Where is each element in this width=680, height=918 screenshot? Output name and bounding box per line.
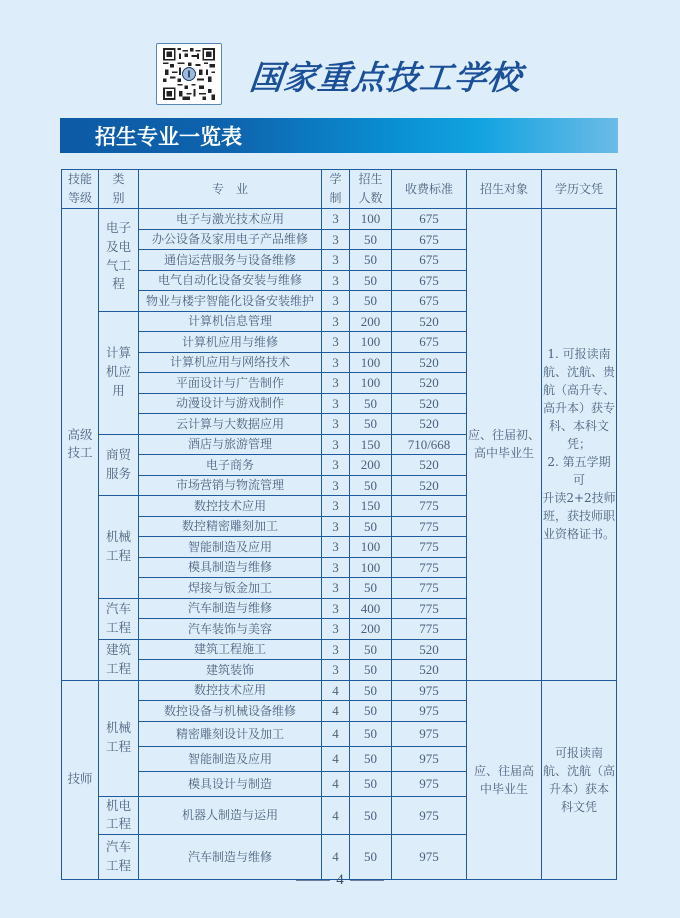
enrollment-cell: 50: [350, 639, 392, 660]
major-cell: 计算机信息管理: [139, 311, 322, 332]
enrollment-cell: 50: [350, 475, 392, 496]
enrollment-cell: 50: [350, 229, 392, 250]
fee-cell: 520: [392, 660, 467, 681]
enrollment-cell: 50: [350, 771, 392, 796]
duration-cell: 3: [322, 496, 350, 517]
fee-cell: 775: [392, 578, 467, 599]
credential-cell: 1. 可报读南 航、沈航、贵 航（高升专、 高升本）获专 科、本科文 凭； 2. 第五学期可 升读2+2技师 班，获技师职 业资格证书。: [542, 209, 617, 681]
col-header-major: 专 业: [139, 170, 322, 209]
enrollment-cell: 100: [350, 537, 392, 558]
category-cell: 建筑 工程: [99, 639, 139, 680]
enrollment-cell: 100: [350, 557, 392, 578]
major-cell: 汽车装饰与美容: [139, 619, 322, 640]
enrollment-cell: 50: [350, 291, 392, 312]
category-cell: 电子 及电 气工 程: [99, 209, 139, 312]
category-cell: 汽车 工程: [99, 598, 139, 639]
major-cell: 云计算与大数据应用: [139, 414, 322, 435]
duration-cell: 4: [322, 721, 350, 746]
fee-cell: 520: [392, 311, 467, 332]
duration-cell: 3: [322, 475, 350, 496]
category-cell: 机械 工程: [99, 680, 139, 796]
fee-cell: 775: [392, 598, 467, 619]
major-cell: 精密雕刻设计及加工: [139, 721, 322, 746]
major-cell: 数控设备与机械设备维修: [139, 701, 322, 722]
enrollment-cell: 50: [350, 701, 392, 722]
skill-level-cell: 高级 技工: [62, 209, 99, 681]
duration-cell: 3: [322, 619, 350, 640]
major-cell: 计算机应用与维修: [139, 332, 322, 353]
enrollment-cell: 150: [350, 434, 392, 455]
major-cell: 智能制造及应用: [139, 746, 322, 771]
enrollment-cell: 50: [350, 578, 392, 599]
duration-cell: 3: [322, 557, 350, 578]
enrollment-cell: 200: [350, 311, 392, 332]
major-cell: 酒店与旅游管理: [139, 434, 322, 455]
duration-cell: 3: [322, 291, 350, 312]
duration-cell: 4: [322, 680, 350, 701]
duration-cell: 3: [322, 455, 350, 476]
major-cell: 电子与激光技术应用: [139, 209, 322, 230]
duration-cell: 3: [322, 352, 350, 373]
fee-cell: 975: [392, 796, 467, 835]
credential-cell: 可报读南 航、沈航（高 升本）获本 科文凭: [542, 680, 617, 880]
enrollment-cell: 50: [350, 250, 392, 271]
major-cell: 建筑装饰: [139, 660, 322, 681]
fee-cell: 975: [392, 771, 467, 796]
duration-cell: 3: [322, 537, 350, 558]
col-header-category: 类 别: [99, 170, 139, 209]
col-header-level: 技能 等级: [62, 170, 99, 209]
enrollment-cell: 50: [350, 796, 392, 835]
duration-cell: 3: [322, 660, 350, 681]
duration-cell: 3: [322, 209, 350, 230]
major-cell: 模具制造与维修: [139, 557, 322, 578]
fee-cell: 775: [392, 557, 467, 578]
major-cell: 焊接与钣金加工: [139, 578, 322, 599]
enrollment-cell: 50: [350, 680, 392, 701]
majors-table: [61, 169, 617, 880]
major-cell: 电气自动化设备安装与维修: [139, 270, 322, 291]
category-cell: 机械 工程: [99, 496, 139, 599]
banner-title: 招生专业一览表: [95, 125, 242, 149]
fee-cell: 775: [392, 516, 467, 537]
duration-cell: 3: [322, 516, 350, 537]
enrollment-cell: 50: [350, 393, 392, 414]
footer-rule-left: [296, 880, 330, 881]
table-row: [62, 209, 617, 230]
major-cell: 计算机应用与网络技术: [139, 352, 322, 373]
duration-cell: 3: [322, 639, 350, 660]
enrollment-cell: 100: [350, 373, 392, 394]
enrollment-cell: 100: [350, 209, 392, 230]
duration-cell: 4: [322, 701, 350, 722]
fee-cell: 775: [392, 537, 467, 558]
category-cell: 机电 工程: [99, 796, 139, 835]
enrollment-cell: 100: [350, 352, 392, 373]
major-cell: 数控精密雕刻加工: [139, 516, 322, 537]
fee-cell: 520: [392, 639, 467, 660]
target-students-cell: 应、往届初、 高中毕业生: [467, 209, 542, 681]
duration-cell: 3: [322, 311, 350, 332]
page-footer: [0, 872, 680, 889]
fee-cell: 520: [392, 393, 467, 414]
col-header-fee: 收费标准: [392, 170, 467, 209]
fee-cell: 975: [392, 746, 467, 771]
fee-cell: 775: [392, 496, 467, 517]
enrollment-cell: 50: [350, 660, 392, 681]
duration-cell: 3: [322, 598, 350, 619]
qr-code-pattern: [161, 48, 217, 100]
enrollment-cell: 50: [350, 516, 392, 537]
category-cell: 计算 机应 用: [99, 311, 139, 434]
major-cell: 办公设备及家用电子产品维修: [139, 229, 322, 250]
enrollment-cell: 50: [350, 721, 392, 746]
enrollment-cell: 50: [350, 835, 392, 880]
enrollment-cell: 50: [350, 270, 392, 291]
page-number: 4: [336, 872, 344, 888]
enrollment-cell: 200: [350, 455, 392, 476]
duration-cell: 3: [322, 332, 350, 353]
category-cell: 汽车 工程: [99, 835, 139, 880]
major-cell: 电子商务: [139, 455, 322, 476]
duration-cell: 3: [322, 250, 350, 271]
section-banner: [60, 118, 618, 153]
duration-cell: 3: [322, 414, 350, 435]
qr-code-icon: [156, 43, 222, 105]
major-cell: 模具设计与制造: [139, 771, 322, 796]
major-cell: 动漫设计与游戏制作: [139, 393, 322, 414]
table-row: [62, 680, 617, 701]
col-header-target: 招生对象: [467, 170, 542, 209]
fee-cell: 675: [392, 332, 467, 353]
fee-cell: 675: [392, 229, 467, 250]
fee-cell: 675: [392, 209, 467, 230]
duration-cell: 3: [322, 270, 350, 291]
fee-cell: 520: [392, 352, 467, 373]
fee-cell: 710/668: [392, 434, 467, 455]
enrollment-cell: 50: [350, 414, 392, 435]
major-cell: 数控技术应用: [139, 680, 322, 701]
enrollment-cell: 200: [350, 619, 392, 640]
duration-cell: 3: [322, 373, 350, 394]
duration-cell: 3: [322, 578, 350, 599]
major-cell: 汽车制造与维修: [139, 598, 322, 619]
duration-cell: 3: [322, 434, 350, 455]
duration-cell: 4: [322, 796, 350, 835]
major-cell: 智能制造及应用: [139, 537, 322, 558]
col-header-duration: 学 制: [322, 170, 350, 209]
fee-cell: 520: [392, 475, 467, 496]
fee-cell: 520: [392, 455, 467, 476]
duration-cell: 4: [322, 746, 350, 771]
fee-cell: 675: [392, 270, 467, 291]
duration-cell: 3: [322, 393, 350, 414]
fee-cell: 675: [392, 250, 467, 271]
major-cell: 通信运营服务与设备维修: [139, 250, 322, 271]
major-cell: 平面设计与广告制作: [139, 373, 322, 394]
major-cell: 市场营销与物流管理: [139, 475, 322, 496]
enrollment-cell: 100: [350, 332, 392, 353]
major-cell: 数控技术应用: [139, 496, 322, 517]
fee-cell: 975: [392, 701, 467, 722]
major-cell: 汽车制造与维修: [139, 835, 322, 880]
enrollment-cell: 50: [350, 746, 392, 771]
duration-cell: 4: [322, 771, 350, 796]
target-students-cell: 应、往届高 中毕业生: [467, 680, 542, 880]
enrollment-cell: 400: [350, 598, 392, 619]
table-header-row: [62, 170, 617, 209]
duration-cell: 3: [322, 229, 350, 250]
footer-rule-right: [350, 880, 384, 881]
fee-cell: 775: [392, 619, 467, 640]
skill-level-cell: 技师: [62, 680, 99, 880]
fee-cell: 520: [392, 373, 467, 394]
table-body: [62, 209, 617, 880]
fee-cell: 975: [392, 835, 467, 880]
major-cell: 机器人制造与运用: [139, 796, 322, 835]
fee-cell: 975: [392, 721, 467, 746]
duration-cell: 4: [322, 835, 350, 880]
major-cell: 建筑工程施工: [139, 639, 322, 660]
fee-cell: 520: [392, 414, 467, 435]
col-header-enrollment: 招生 人数: [350, 170, 392, 209]
category-cell: 商贸 服务: [99, 434, 139, 496]
fee-cell: 675: [392, 291, 467, 312]
col-header-credential: 学历文凭: [542, 170, 617, 209]
fee-cell: 975: [392, 680, 467, 701]
school-title: 国家重点技工学校: [247, 58, 524, 97]
enrollment-cell: 150: [350, 496, 392, 517]
major-cell: 物业与楼宇智能化设备安装维护: [139, 291, 322, 312]
